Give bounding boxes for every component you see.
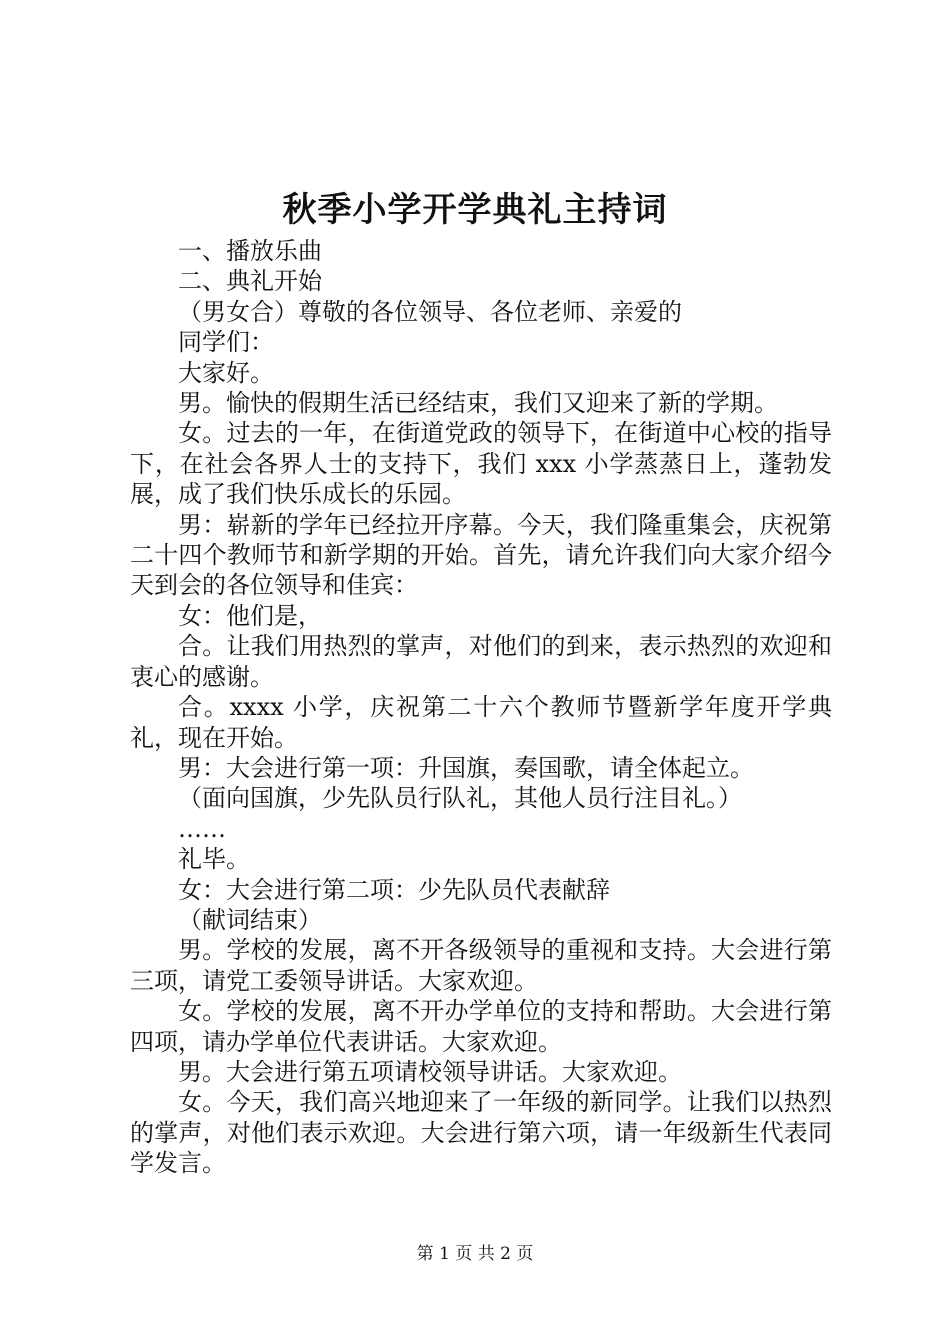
paragraph: 女。过去的一年，在街道党政的领导下，在街道中心校的指导下，在社会各界人士的支持下，我们 xxx 小学蒸蒸日上，蓬勃发展，成了我们快乐成长的乐园。: [130, 419, 832, 509]
paragraph: 合。让我们用热烈的掌声，对他们的到来，表示热烈的欢迎和衷心的感谢。: [130, 632, 832, 691]
paragraph: 女。学校的发展，离不开办学单位的支持和帮助。大会进行第四项，请办学单位代表讲话。大家欢迎。: [130, 997, 832, 1056]
paragraph: 合。xxxx 小学，庆祝第二十六个教师节暨新学年度开学典礼，现在开始。: [130, 693, 832, 752]
paragraph: 女。今天，我们高兴地迎来了一年级的新同学。让我们以热烈的掌声，对他们表示欢迎。大会进行第六项，请一年级新生代表同学发言。: [130, 1088, 832, 1178]
paragraph: 男。愉快的假期生活已经结束，我们又迎来了新的学期。: [178, 389, 778, 418]
paragraph: （男女合）尊敬的各位领导、各位老师、亲爱的: [178, 297, 682, 326]
page-footer: 第 1 页 共 2 页: [416, 1244, 534, 1264]
paragraph: （面向国旗，少先队员行队礼，其他人员行注目礼。）: [178, 784, 742, 813]
document-body: [130, 236, 832, 1179]
paragraph: 女：他们是，: [178, 601, 322, 630]
paragraph: 男：崭新的学年已经拉开序幕。今天，我们隆重集会，庆祝第二十四个教师节和新学期的开始。首先，请允许我们向大家介绍今天到会的各位领导和佳宾：: [130, 510, 832, 600]
paragraph: 二、典礼开始: [178, 267, 322, 296]
paragraph: 一、播放乐曲: [178, 237, 322, 265]
paragraph: 礼毕。: [178, 845, 250, 874]
paragraph: 大家好。: [178, 358, 274, 387]
paragraph: 女：大会进行第二项：少先队员代表献辞: [178, 875, 610, 904]
paragraph: 同学们：: [178, 328, 274, 357]
document-title: 秋季小学开学典礼主持词: [282, 190, 668, 230]
paragraph: ……: [178, 814, 226, 843]
paragraph: 男。学校的发展，离不开各级领导的重视和支持。大会进行第三项，请党工委领导讲话。大家欢迎。: [130, 936, 832, 995]
paragraph: 男。大会进行第五项请校领导讲话。大家欢迎。: [178, 1057, 682, 1086]
paragraph: （献词结束）: [178, 905, 322, 934]
paragraph: 男：大会进行第一项：升国旗，奏国歌，请全体起立。: [178, 753, 754, 782]
